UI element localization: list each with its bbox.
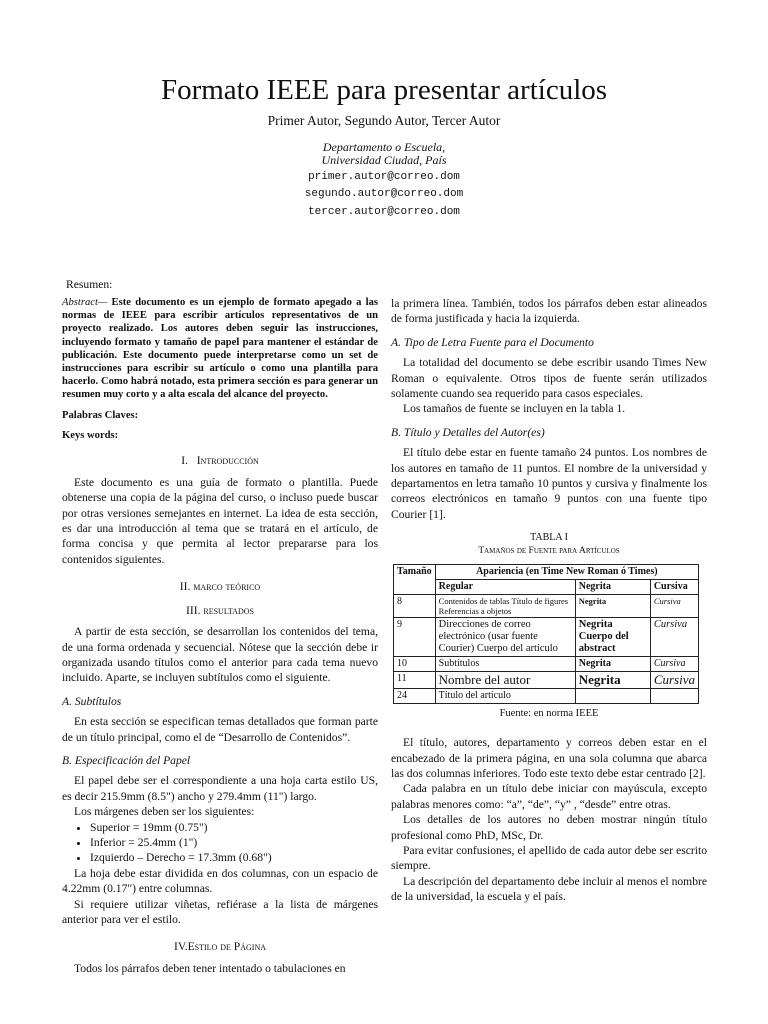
table-caption-number: TABLA I	[530, 532, 568, 544]
table-cell: Contenidos de tablas Título de figures Referencias a objetos	[435, 594, 575, 617]
capitalization-paragraph: Cada palabra en un título debe iniciar con mayúscula, excepto palabras menores como: “a”, “de”, “y” , “desde” entre otras.	[391, 782, 707, 811]
table-header-italic: Cursiva	[650, 579, 698, 594]
table-caption-title: Tamaños de Fuente para Artículos	[478, 546, 620, 557]
list-item: • Superior = 19mm (0.75")	[90, 820, 378, 835]
table-header-regular: Regular	[435, 579, 575, 594]
table-cell: Direcciones de correo electrónico (usar fuente Courier) Cuerpo del artículo	[435, 617, 575, 656]
table-cell: 10	[394, 656, 436, 671]
surname-paragraph: Para evitar confusiones, el apellido de cada autor debe ser escrito siempre.	[391, 843, 707, 873]
affiliation-university: Universidad Ciudad, País	[321, 153, 447, 167]
subheading-subtitulos: A. Subtítulos	[62, 694, 122, 708]
font-sizes-paragraph: Los tamaños de fuente se incluyen en la tabla 1.	[403, 402, 626, 416]
table-cell: 11	[394, 671, 436, 688]
abstract	[62, 296, 378, 402]
table-cell	[650, 688, 698, 703]
table-header-appearance: Apariencia (en Time New Roman ó Times)	[435, 564, 698, 579]
list-item: • Izquierdo – Derecho = 17.3mm (0.68")	[90, 850, 378, 865]
keywords-es: Palabras Claves:	[62, 409, 139, 421]
table-header-bold: Negrita	[575, 579, 650, 594]
title-paragraph: El título debe estar en fuente tamaño 24 puntos. Los nombres de los autores en tamaño de 11 puntos. El nombre de la universidad y departamentos en letra tamaño 10 puntos y cursiva y finalmente los correos electrónicos en tamaño 9 puntos con una fuente tipo Courier [1].	[391, 446, 707, 521]
affiliation-department: Departamento o Escuela,	[322, 140, 446, 154]
intro-paragraph: Este documento es una guía de formato o plantilla. Puede obtenerse una copia de la página del curso, o incluso puede buscar por otras versiones semejantes en internet. La idea de esta sección, es dar una introducción al tema que se tratará en el artículo, de forma concisa y que permita al lector prepararse para los contenidos siguientes.	[62, 475, 378, 566]
bullets-paragraph: Si requiere utilizar viñetas, refiérase a la lista de márgenes anterior para ver el estilo.	[62, 897, 378, 926]
font-paragraph: La totalidad del documento se debe escribir usando Times New Roman o equivalente. Otros tipos de fuente serán utilizados solamente cuando sea requerido para casos especiales.	[391, 356, 707, 401]
header-paragraph: El título, autores, departamento y correos deben estar en el encabezado de la primera página, en una sola columna que abarca las dos columnas inferiores. Todo este texto debe estar centrado [2].	[391, 736, 707, 780]
table-row	[394, 594, 699, 617]
department-paragraph: La descripción del departamento debe incluir al menos el nombre de la universidad, la escuela y el país.	[391, 874, 707, 904]
left-column	[62, 296, 378, 976]
resumen-label: Resumen:	[66, 278, 113, 291]
results-paragraph: A partir de esta sección, se desarrollan los contenidos del tema, de una forma ordenada y secuencial. Nótese que la sección debe ir organizada usando títulos como el anterior para cada tema nuevo incluido. Aparte, se incluyen subtítulos como el siguiente.	[62, 625, 378, 685]
table-row	[394, 656, 699, 671]
table-cell: Negrita	[575, 656, 650, 671]
table-cell: 9	[394, 617, 436, 656]
subheading-papel: B. Especificación del Papel	[62, 753, 191, 767]
list-item: • Inferior = 25.4mm (1")	[90, 835, 378, 850]
columns-paragraph: La hoja debe estar dividida en dos columnas, con un espacio de 4.22mm (0.17") entre columnas.	[62, 866, 378, 896]
table-source: Fuente: en norma IEEE	[499, 707, 599, 719]
style-paragraph: Todos los párrafos deben tener intentado o tabulaciones en	[74, 961, 346, 975]
table-cell	[575, 688, 650, 703]
table-row	[394, 671, 699, 688]
section-heading-introduccion: I. Introducción	[181, 454, 259, 468]
table-cell: Cursiva	[650, 594, 698, 617]
subtitles-paragraph: En esta sección se especifican temas detallados que forman parte de un título principal, como el de “Desarrollo de Contenidos”.	[62, 715, 378, 744]
table-cell: 24	[394, 688, 436, 703]
author-list: Primer Autor, Segundo Autor, Tercer Autor	[267, 113, 501, 128]
table-cell: Negrita	[575, 671, 650, 688]
section-heading-marco-teorico: II. marco teórico	[179, 580, 261, 594]
subheading-titulo-autores: B. Título y Detalles del Autor(es)	[391, 425, 545, 439]
table-cell: Negrita	[575, 594, 650, 617]
keywords-en: Keys words:	[62, 430, 119, 442]
paper-title: Formato IEEE para presentar artículos	[160, 74, 608, 106]
table-cell: Cursiva	[650, 671, 698, 688]
author-details-paragraph: Los detalles de los autores no deben mostrar ningún título profesional como PhD, MSc, Dr.	[391, 813, 707, 842]
table-cell: Cursiva	[650, 617, 698, 656]
right-column	[391, 296, 707, 905]
table-cell: Nombre del autor	[435, 671, 575, 688]
section-heading-resultados: III. resultados	[185, 603, 254, 617]
table-header-size: Tamaño	[394, 564, 436, 594]
section-heading-estilo: IV.Estilo de Página	[173, 940, 267, 954]
table-cell: Negrita Cuerpo del abstract	[575, 617, 650, 656]
margins-intro: Los márgenes deben ser los siguientes:	[74, 805, 255, 819]
font-size-table	[393, 564, 699, 704]
table-cell: 8	[394, 594, 436, 617]
table-cell: Título del artículo	[435, 688, 575, 703]
table-row	[394, 688, 699, 703]
margin-list	[62, 820, 378, 866]
author-email: tercer.autor@correo.dom	[308, 206, 460, 218]
author-email: primer.autor@correo.dom	[308, 171, 460, 183]
abstract-text: Este documento es un ejemplo de formato apegado a las normas de IEEE para escribir artículos representativos de un proyecto realizado. Los autores deben seguir las instrucciones, incluyendo formato y tamaño de papel para mantener el estándar de publicación. Este documento puede interpretarse como un set de instrucciones para escribir su artículo o como una plantilla para hacerlo. Como habrá notado, esta primera sección es para generar un resumen muy corto y a alta escala del alcance del proyecto.	[62, 297, 378, 401]
table-cell: Cursiva	[650, 656, 698, 671]
table-row	[394, 617, 699, 656]
table-cell: Subtítulos	[435, 656, 575, 671]
abstract-label: Abstract—	[62, 297, 108, 308]
author-email: segundo.autor@correo.dom	[304, 188, 464, 200]
subheading-tipo-letra: A. Tipo de Letra Fuente para el Documento	[391, 335, 594, 349]
continued-paragraph: la primera línea. También, todos los párrafos deben estar alineados de forma justificada y hacia la izquierda.	[391, 297, 707, 326]
paper-paragraph: El papel debe ser el correspondiente a una hoja carta estilo US, es decir 215.9mm (8.5") ancho y 279.4mm (11") largo.	[62, 774, 378, 803]
